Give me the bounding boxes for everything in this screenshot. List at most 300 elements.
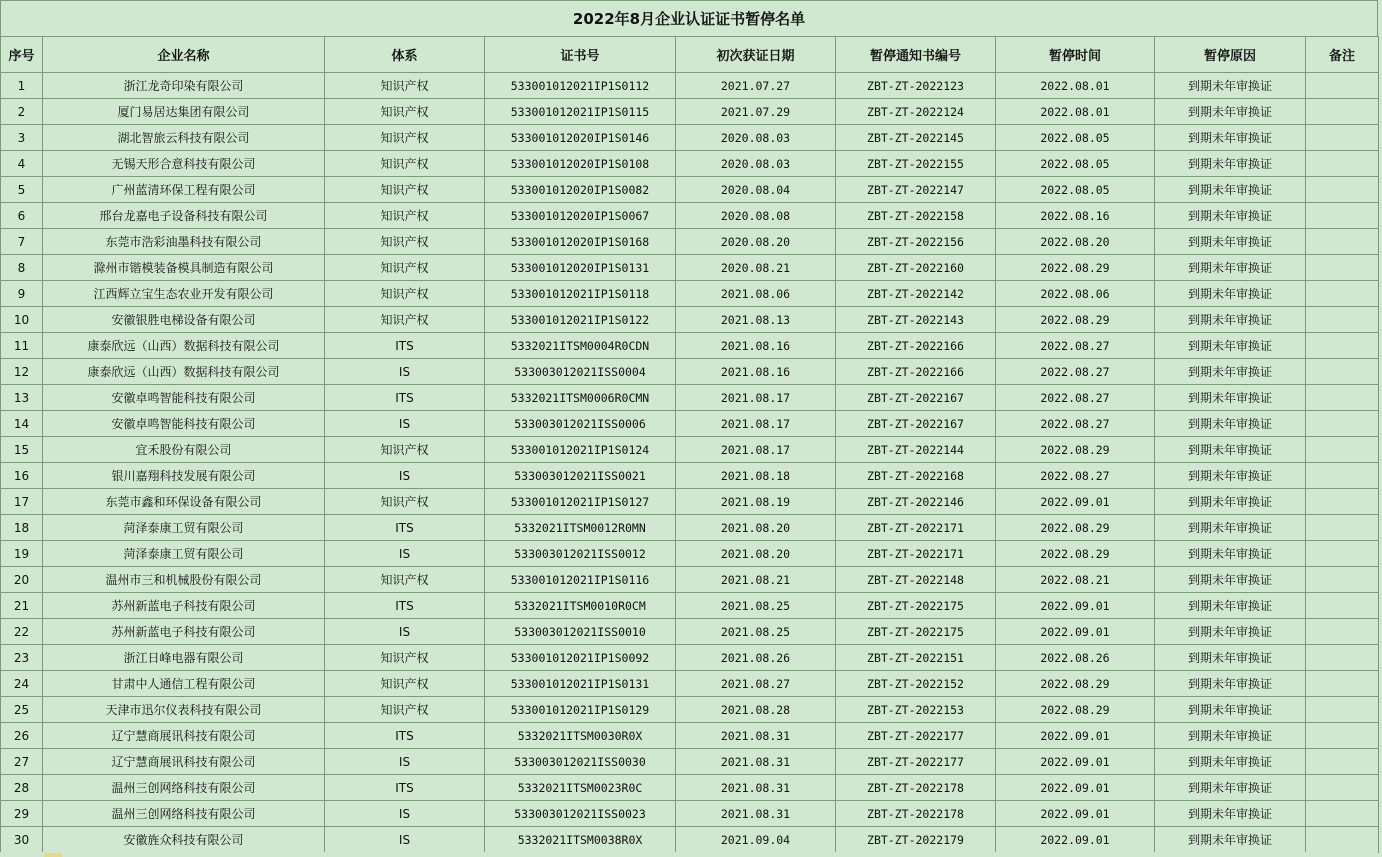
- cell-index[interactable]: 5: [1, 177, 43, 203]
- cell-first-date[interactable]: 2021.08.25: [676, 593, 836, 619]
- cell-company[interactable]: 广州蓝清环保工程有限公司: [43, 177, 325, 203]
- cell-index[interactable]: 2: [1, 99, 43, 125]
- cell-remark[interactable]: [1306, 255, 1379, 281]
- cell-reason[interactable]: 到期未年审换证: [1155, 385, 1306, 411]
- cell-notice-no[interactable]: ZBT-ZT-2022147: [836, 177, 996, 203]
- cell-company[interactable]: 温州三创网络科技有限公司: [43, 801, 325, 827]
- cell-reason[interactable]: 到期未年审换证: [1155, 827, 1306, 853]
- cell-certificate[interactable]: 5332021ITSM0038R0X: [485, 827, 676, 853]
- cell-certificate[interactable]: 533001012021IP1S0112: [485, 73, 676, 99]
- cell-first-date[interactable]: 2020.08.21: [676, 255, 836, 281]
- cell-index[interactable]: 19: [1, 541, 43, 567]
- cell-system[interactable]: 知识产权: [325, 281, 485, 307]
- cell-company[interactable]: 东莞市浩彩油墨科技有限公司: [43, 229, 325, 255]
- cell-first-date[interactable]: 2020.08.04: [676, 177, 836, 203]
- cell-index[interactable]: 10: [1, 307, 43, 333]
- cell-notice-no[interactable]: ZBT-ZT-2022171: [836, 541, 996, 567]
- cell-company[interactable]: 甘肃中人通信工程有限公司: [43, 671, 325, 697]
- cell-company[interactable]: 银川嘉翔科技发展有限公司: [43, 463, 325, 489]
- column-header-certificate[interactable]: 证书号: [485, 37, 676, 73]
- cell-company[interactable]: 浙江日峰电器有限公司: [43, 645, 325, 671]
- cell-certificate[interactable]: 533001012020IP1S0168: [485, 229, 676, 255]
- cell-suspend-date[interactable]: 2022.08.05: [996, 177, 1155, 203]
- cell-suspend-date[interactable]: 2022.08.01: [996, 73, 1155, 99]
- cell-suspend-date[interactable]: 2022.08.01: [996, 99, 1155, 125]
- cell-system[interactable]: IS: [325, 827, 485, 853]
- cell-notice-no[interactable]: ZBT-ZT-2022144: [836, 437, 996, 463]
- cell-suspend-date[interactable]: 2022.08.27: [996, 411, 1155, 437]
- cell-reason[interactable]: 到期未年审换证: [1155, 489, 1306, 515]
- cell-first-date[interactable]: 2021.08.17: [676, 437, 836, 463]
- cell-certificate[interactable]: 533001012021IP1S0124: [485, 437, 676, 463]
- cell-first-date[interactable]: 2021.08.28: [676, 697, 836, 723]
- cell-reason[interactable]: 到期未年审换证: [1155, 437, 1306, 463]
- cell-remark[interactable]: [1306, 645, 1379, 671]
- cell-company[interactable]: 邢台龙嘉电子设备科技有限公司: [43, 203, 325, 229]
- column-header-notice-no[interactable]: 暂停通知书编号: [836, 37, 996, 73]
- cell-certificate[interactable]: 533003012021ISS0006: [485, 411, 676, 437]
- cell-system[interactable]: 知识产权: [325, 255, 485, 281]
- cell-system[interactable]: 知识产权: [325, 567, 485, 593]
- cell-system[interactable]: IS: [325, 541, 485, 567]
- table-row: [1, 697, 1379, 723]
- cell-reason[interactable]: 到期未年审换证: [1155, 567, 1306, 593]
- cell-remark[interactable]: [1306, 567, 1379, 593]
- cell-certificate[interactable]: 533001012021IP1S0118: [485, 281, 676, 307]
- cell-remark[interactable]: [1306, 463, 1379, 489]
- cell-reason[interactable]: 到期未年审换证: [1155, 333, 1306, 359]
- cell-first-date[interactable]: 2021.08.06: [676, 281, 836, 307]
- cell-system[interactable]: IS: [325, 359, 485, 385]
- cell-certificate[interactable]: 533003012021ISS0021: [485, 463, 676, 489]
- cell-notice-no[interactable]: ZBT-ZT-2022152: [836, 671, 996, 697]
- cell-index[interactable]: 20: [1, 567, 43, 593]
- cell-suspend-date[interactable]: 2022.09.01: [996, 749, 1155, 775]
- cell-certificate[interactable]: 533001012020IP1S0131: [485, 255, 676, 281]
- cell-system[interactable]: 知识产权: [325, 229, 485, 255]
- cell-company[interactable]: 辽宁慧商展讯科技有限公司: [43, 749, 325, 775]
- column-header-first-date[interactable]: 初次获证日期: [676, 37, 836, 73]
- cell-first-date[interactable]: 2020.08.03: [676, 125, 836, 151]
- cell-system[interactable]: IS: [325, 411, 485, 437]
- cell-notice-no[interactable]: ZBT-ZT-2022179: [836, 827, 996, 853]
- cell-index[interactable]: 14: [1, 411, 43, 437]
- cell-index[interactable]: 29: [1, 801, 43, 827]
- cell-remark[interactable]: [1306, 151, 1379, 177]
- cell-reason[interactable]: 到期未年审换证: [1155, 99, 1306, 125]
- cell-company[interactable]: 东莞市鑫和环保设备有限公司: [43, 489, 325, 515]
- cell-reason[interactable]: 到期未年审换证: [1155, 307, 1306, 333]
- cell-certificate[interactable]: 5332021ITSM0006R0CMN: [485, 385, 676, 411]
- cell-reason[interactable]: 到期未年审换证: [1155, 73, 1306, 99]
- cell-first-date[interactable]: 2021.08.17: [676, 411, 836, 437]
- column-header-index[interactable]: 序号: [1, 37, 43, 73]
- cell-first-date[interactable]: 2021.08.27: [676, 671, 836, 697]
- cell-index[interactable]: 30: [1, 827, 43, 853]
- cell-notice-no[interactable]: ZBT-ZT-2022151: [836, 645, 996, 671]
- cell-system[interactable]: ITS: [325, 515, 485, 541]
- cell-notice-no[interactable]: ZBT-ZT-2022177: [836, 749, 996, 775]
- cell-system[interactable]: ITS: [325, 385, 485, 411]
- cell-reason[interactable]: 到期未年审换证: [1155, 125, 1306, 151]
- cell-first-date[interactable]: 2021.09.04: [676, 827, 836, 853]
- cell-notice-no[interactable]: ZBT-ZT-2022175: [836, 593, 996, 619]
- cell-company[interactable]: 安徽银胜电梯设备有限公司: [43, 307, 325, 333]
- column-header-suspend-date[interactable]: 暂停时间: [996, 37, 1155, 73]
- cell-reason[interactable]: 到期未年审换证: [1155, 177, 1306, 203]
- cell-remark[interactable]: [1306, 333, 1379, 359]
- cell-suspend-date[interactable]: 2022.08.16: [996, 203, 1155, 229]
- cell-suspend-date[interactable]: 2022.08.27: [996, 463, 1155, 489]
- cell-index[interactable]: 17: [1, 489, 43, 515]
- cell-system[interactable]: IS: [325, 801, 485, 827]
- cell-suspend-date[interactable]: 2022.08.29: [996, 697, 1155, 723]
- cell-remark[interactable]: [1306, 359, 1379, 385]
- cell-suspend-date[interactable]: 2022.08.27: [996, 359, 1155, 385]
- cell-reason[interactable]: 到期未年审换证: [1155, 723, 1306, 749]
- cell-first-date[interactable]: 2021.08.31: [676, 775, 836, 801]
- cell-certificate[interactable]: 533001012021IP1S0092: [485, 645, 676, 671]
- cell-reason[interactable]: 到期未年审换证: [1155, 593, 1306, 619]
- column-header-remark[interactable]: 备注: [1306, 37, 1379, 73]
- cell-index[interactable]: 18: [1, 515, 43, 541]
- table-row: [1, 541, 1379, 567]
- cell-suspend-date[interactable]: 2022.08.27: [996, 333, 1155, 359]
- cell-suspend-date[interactable]: 2022.09.01: [996, 775, 1155, 801]
- cell-certificate[interactable]: 533001012020IP1S0082: [485, 177, 676, 203]
- cell-notice-no[interactable]: ZBT-ZT-2022175: [836, 619, 996, 645]
- cell-company[interactable]: 温州三创网络科技有限公司: [43, 775, 325, 801]
- table-row: [1, 489, 1379, 515]
- cell-first-date[interactable]: 2021.08.16: [676, 359, 836, 385]
- cell-suspend-date[interactable]: 2022.09.01: [996, 489, 1155, 515]
- cell-certificate[interactable]: 533001012021IP1S0122: [485, 307, 676, 333]
- cell-suspend-date[interactable]: 2022.08.29: [996, 437, 1155, 463]
- cell-index[interactable]: 15: [1, 437, 43, 463]
- sheet-title: 2022年8月企业认证证书暂停名单: [0, 0, 1378, 36]
- cell-notice-no[interactable]: ZBT-ZT-2022171: [836, 515, 996, 541]
- table-row: [1, 385, 1379, 411]
- cell-notice-no[interactable]: ZBT-ZT-2022160: [836, 255, 996, 281]
- cell-reason[interactable]: 到期未年审换证: [1155, 645, 1306, 671]
- cell-remark[interactable]: [1306, 801, 1379, 827]
- cell-notice-no[interactable]: ZBT-ZT-2022178: [836, 775, 996, 801]
- cell-remark[interactable]: [1306, 489, 1379, 515]
- cell-remark[interactable]: [1306, 723, 1379, 749]
- cell-remark[interactable]: [1306, 593, 1379, 619]
- table-row: [1, 359, 1379, 385]
- cell-system[interactable]: 知识产权: [325, 307, 485, 333]
- table-body: [1, 73, 1379, 853]
- cell-remark[interactable]: [1306, 73, 1379, 99]
- cell-suspend-date[interactable]: 2022.09.01: [996, 593, 1155, 619]
- cell-reason[interactable]: 到期未年审换证: [1155, 411, 1306, 437]
- cell-company[interactable]: 宜禾股份有限公司: [43, 437, 325, 463]
- cell-index[interactable]: 28: [1, 775, 43, 801]
- cell-reason[interactable]: 到期未年审换证: [1155, 801, 1306, 827]
- cell-index[interactable]: 3: [1, 125, 43, 151]
- cell-certificate[interactable]: 533003012021ISS0023: [485, 801, 676, 827]
- cell-notice-no[interactable]: ZBT-ZT-2022166: [836, 359, 996, 385]
- cell-remark[interactable]: [1306, 671, 1379, 697]
- cell-index[interactable]: 24: [1, 671, 43, 697]
- cell-system[interactable]: 知识产权: [325, 99, 485, 125]
- cell-system[interactable]: IS: [325, 463, 485, 489]
- table-row: [1, 73, 1379, 99]
- cell-index[interactable]: 6: [1, 203, 43, 229]
- cell-suspend-date[interactable]: 2022.08.26: [996, 645, 1155, 671]
- cell-company[interactable]: 厦门易居达集团有限公司: [43, 99, 325, 125]
- cell-notice-no[interactable]: ZBT-ZT-2022166: [836, 333, 996, 359]
- cell-remark[interactable]: [1306, 385, 1379, 411]
- cell-notice-no[interactable]: ZBT-ZT-2022178: [836, 801, 996, 827]
- cell-reason[interactable]: 到期未年审换证: [1155, 359, 1306, 385]
- cell-notice-no[interactable]: ZBT-ZT-2022167: [836, 385, 996, 411]
- table-row: [1, 671, 1379, 697]
- cell-suspend-date[interactable]: 2022.08.06: [996, 281, 1155, 307]
- suspension-table: [0, 36, 1379, 853]
- selection-marker: [44, 853, 62, 857]
- cell-certificate[interactable]: 5332021ITSM0010R0CM: [485, 593, 676, 619]
- cell-first-date[interactable]: 2020.08.20: [676, 229, 836, 255]
- cell-company[interactable]: 温州市三和机械股份有限公司: [43, 567, 325, 593]
- cell-reason[interactable]: 到期未年审换证: [1155, 619, 1306, 645]
- cell-first-date[interactable]: 2021.08.31: [676, 723, 836, 749]
- cell-reason[interactable]: 到期未年审换证: [1155, 775, 1306, 801]
- cell-notice-no[interactable]: ZBT-ZT-2022168: [836, 463, 996, 489]
- cell-certificate[interactable]: 533001012021IP1S0131: [485, 671, 676, 697]
- column-header-company[interactable]: 企业名称: [43, 37, 325, 73]
- cell-first-date[interactable]: 2021.08.18: [676, 463, 836, 489]
- table-row: [1, 645, 1379, 671]
- cell-reason[interactable]: 到期未年审换证: [1155, 541, 1306, 567]
- cell-system[interactable]: ITS: [325, 723, 485, 749]
- cell-index[interactable]: 21: [1, 593, 43, 619]
- cell-index[interactable]: 9: [1, 281, 43, 307]
- cell-company[interactable]: 苏州新蓝电子科技有限公司: [43, 593, 325, 619]
- cell-suspend-date[interactable]: 2022.08.29: [996, 307, 1155, 333]
- cell-first-date[interactable]: 2020.08.08: [676, 203, 836, 229]
- cell-remark[interactable]: [1306, 515, 1379, 541]
- cell-first-date[interactable]: 2021.07.27: [676, 73, 836, 99]
- cell-certificate[interactable]: 533001012021IP1S0115: [485, 99, 676, 125]
- cell-notice-no[interactable]: ZBT-ZT-2022123: [836, 73, 996, 99]
- cell-remark[interactable]: [1306, 125, 1379, 151]
- cell-index[interactable]: 11: [1, 333, 43, 359]
- cell-suspend-date[interactable]: 2022.08.20: [996, 229, 1155, 255]
- cell-company[interactable]: 天津市迅尔仪表科技有限公司: [43, 697, 325, 723]
- cell-system[interactable]: 知识产权: [325, 437, 485, 463]
- cell-notice-no[interactable]: ZBT-ZT-2022145: [836, 125, 996, 151]
- cell-suspend-date[interactable]: 2022.09.01: [996, 619, 1155, 645]
- cell-certificate[interactable]: 533003012021ISS0004: [485, 359, 676, 385]
- cell-first-date[interactable]: 2021.08.31: [676, 801, 836, 827]
- cell-index[interactable]: 23: [1, 645, 43, 671]
- table-row: [1, 567, 1379, 593]
- cell-remark[interactable]: [1306, 229, 1379, 255]
- cell-notice-no[interactable]: ZBT-ZT-2022153: [836, 697, 996, 723]
- cell-certificate[interactable]: 533001012020IP1S0067: [485, 203, 676, 229]
- cell-system[interactable]: 知识产权: [325, 645, 485, 671]
- cell-first-date[interactable]: 2021.08.20: [676, 541, 836, 567]
- cell-system[interactable]: 知识产权: [325, 73, 485, 99]
- cell-company[interactable]: 江西辉立宝生态农业开发有限公司: [43, 281, 325, 307]
- cell-reason[interactable]: 到期未年审换证: [1155, 749, 1306, 775]
- cell-system[interactable]: IS: [325, 619, 485, 645]
- cell-system[interactable]: IS: [325, 749, 485, 775]
- cell-company[interactable]: 湖北智旅云科技有限公司: [43, 125, 325, 151]
- cell-suspend-date[interactable]: 2022.08.29: [996, 515, 1155, 541]
- cell-notice-no[interactable]: ZBT-ZT-2022142: [836, 281, 996, 307]
- cell-system[interactable]: 知识产权: [325, 203, 485, 229]
- cell-notice-no[interactable]: ZBT-ZT-2022167: [836, 411, 996, 437]
- cell-company[interactable]: 浙江龙奇印染有限公司: [43, 73, 325, 99]
- cell-system[interactable]: 知识产权: [325, 671, 485, 697]
- table-row: [1, 775, 1379, 801]
- cell-suspend-date[interactable]: 2022.08.29: [996, 541, 1155, 567]
- cell-first-date[interactable]: 2021.08.13: [676, 307, 836, 333]
- cell-remark[interactable]: [1306, 775, 1379, 801]
- cell-index[interactable]: 22: [1, 619, 43, 645]
- cell-suspend-date[interactable]: 2022.08.05: [996, 125, 1155, 151]
- cell-first-date[interactable]: 2021.08.17: [676, 385, 836, 411]
- cell-index[interactable]: 4: [1, 151, 43, 177]
- cell-system[interactable]: ITS: [325, 593, 485, 619]
- cell-notice-no[interactable]: ZBT-ZT-2022155: [836, 151, 996, 177]
- column-header-reason[interactable]: 暂停原因: [1155, 37, 1306, 73]
- cell-company[interactable]: 无锡天形合意科技有限公司: [43, 151, 325, 177]
- cell-company[interactable]: 安徽卓鸣智能科技有限公司: [43, 385, 325, 411]
- cell-certificate[interactable]: 533003012021ISS0010: [485, 619, 676, 645]
- cell-certificate[interactable]: 533001012020IP1S0146: [485, 125, 676, 151]
- cell-remark[interactable]: [1306, 827, 1379, 853]
- column-header-system[interactable]: 体系: [325, 37, 485, 73]
- cell-index[interactable]: 26: [1, 723, 43, 749]
- cell-company[interactable]: 辽宁慧商展讯科技有限公司: [43, 723, 325, 749]
- cell-index[interactable]: 8: [1, 255, 43, 281]
- cell-suspend-date[interactable]: 2022.09.01: [996, 827, 1155, 853]
- cell-first-date[interactable]: 2021.08.26: [676, 645, 836, 671]
- cell-reason[interactable]: 到期未年审换证: [1155, 671, 1306, 697]
- cell-notice-no[interactable]: ZBT-ZT-2022143: [836, 307, 996, 333]
- cell-first-date[interactable]: 2021.08.20: [676, 515, 836, 541]
- table-row: [1, 463, 1379, 489]
- cell-first-date[interactable]: 2021.08.19: [676, 489, 836, 515]
- cell-remark[interactable]: [1306, 411, 1379, 437]
- cell-suspend-date[interactable]: 2022.08.05: [996, 151, 1155, 177]
- cell-company[interactable]: 菏泽泰康工贸有限公司: [43, 541, 325, 567]
- cell-remark[interactable]: [1306, 541, 1379, 567]
- cell-suspend-date[interactable]: 2022.09.01: [996, 723, 1155, 749]
- cell-suspend-date[interactable]: 2022.08.21: [996, 567, 1155, 593]
- cell-index[interactable]: 12: [1, 359, 43, 385]
- cell-first-date[interactable]: 2021.08.25: [676, 619, 836, 645]
- cell-notice-no[interactable]: ZBT-ZT-2022146: [836, 489, 996, 515]
- cell-remark[interactable]: [1306, 203, 1379, 229]
- cell-certificate[interactable]: 533003012021ISS0012: [485, 541, 676, 567]
- cell-certificate[interactable]: 533001012020IP1S0108: [485, 151, 676, 177]
- cell-system[interactable]: 知识产权: [325, 177, 485, 203]
- cell-company[interactable]: 滁州市锴模装备模具制造有限公司: [43, 255, 325, 281]
- cell-certificate[interactable]: 533001012021IP1S0129: [485, 697, 676, 723]
- cell-first-date[interactable]: 2021.07.29: [676, 99, 836, 125]
- cell-first-date[interactable]: 2021.08.21: [676, 567, 836, 593]
- cell-index[interactable]: 13: [1, 385, 43, 411]
- cell-reason[interactable]: 到期未年审换证: [1155, 463, 1306, 489]
- cell-system[interactable]: 知识产权: [325, 697, 485, 723]
- table-row: [1, 749, 1379, 775]
- cell-index[interactable]: 25: [1, 697, 43, 723]
- cell-company[interactable]: 安徽卓鸣智能科技有限公司: [43, 411, 325, 437]
- cell-remark[interactable]: [1306, 99, 1379, 125]
- cell-remark[interactable]: [1306, 749, 1379, 775]
- cell-certificate[interactable]: 5332021ITSM0023R0C: [485, 775, 676, 801]
- cell-notice-no[interactable]: ZBT-ZT-2022177: [836, 723, 996, 749]
- cell-company[interactable]: 康泰欣远（山西）数据科技有限公司: [43, 333, 325, 359]
- cell-remark[interactable]: [1306, 177, 1379, 203]
- cell-first-date[interactable]: 2021.08.16: [676, 333, 836, 359]
- cell-system[interactable]: ITS: [325, 333, 485, 359]
- cell-index[interactable]: 1: [1, 73, 43, 99]
- cell-suspend-date[interactable]: 2022.08.29: [996, 671, 1155, 697]
- cell-certificate[interactable]: 5332021ITSM0004R0CDN: [485, 333, 676, 359]
- cell-reason[interactable]: 到期未年审换证: [1155, 697, 1306, 723]
- cell-reason[interactable]: 到期未年审换证: [1155, 255, 1306, 281]
- table-row: [1, 99, 1379, 125]
- cell-system[interactable]: ITS: [325, 775, 485, 801]
- cell-notice-no[interactable]: ZBT-ZT-2022158: [836, 203, 996, 229]
- cell-company[interactable]: 菏泽泰康工贸有限公司: [43, 515, 325, 541]
- cell-remark[interactable]: [1306, 437, 1379, 463]
- cell-index[interactable]: 16: [1, 463, 43, 489]
- cell-reason[interactable]: 到期未年审换证: [1155, 515, 1306, 541]
- cell-remark[interactable]: [1306, 281, 1379, 307]
- cell-notice-no[interactable]: ZBT-ZT-2022124: [836, 99, 996, 125]
- cell-remark[interactable]: [1306, 619, 1379, 645]
- cell-system[interactable]: 知识产权: [325, 125, 485, 151]
- cell-reason[interactable]: 到期未年审换证: [1155, 151, 1306, 177]
- cell-suspend-date[interactable]: 2022.08.27: [996, 385, 1155, 411]
- cell-reason[interactable]: 到期未年审换证: [1155, 203, 1306, 229]
- table-row: [1, 203, 1379, 229]
- cell-company[interactable]: 安徽旌众科技有限公司: [43, 827, 325, 853]
- cell-suspend-date[interactable]: 2022.09.01: [996, 801, 1155, 827]
- cell-first-date[interactable]: 2020.08.03: [676, 151, 836, 177]
- cell-notice-no[interactable]: ZBT-ZT-2022148: [836, 567, 996, 593]
- cell-certificate[interactable]: 533001012021IP1S0116: [485, 567, 676, 593]
- cell-reason[interactable]: 到期未年审换证: [1155, 281, 1306, 307]
- cell-certificate[interactable]: 533003012021ISS0030: [485, 749, 676, 775]
- cell-remark[interactable]: [1306, 307, 1379, 333]
- cell-certificate[interactable]: 5332021ITSM0012R0MN: [485, 515, 676, 541]
- cell-system[interactable]: 知识产权: [325, 151, 485, 177]
- cell-certificate[interactable]: 533001012021IP1S0127: [485, 489, 676, 515]
- cell-certificate[interactable]: 5332021ITSM0030R0X: [485, 723, 676, 749]
- cell-reason[interactable]: 到期未年审换证: [1155, 229, 1306, 255]
- cell-index[interactable]: 27: [1, 749, 43, 775]
- cell-remark[interactable]: [1306, 697, 1379, 723]
- cell-company[interactable]: 苏州新蓝电子科技有限公司: [43, 619, 325, 645]
- cell-system[interactable]: 知识产权: [325, 489, 485, 515]
- table-row: [1, 255, 1379, 281]
- cell-first-date[interactable]: 2021.08.31: [676, 749, 836, 775]
- cell-suspend-date[interactable]: 2022.08.29: [996, 255, 1155, 281]
- cell-index[interactable]: 7: [1, 229, 43, 255]
- cell-notice-no[interactable]: ZBT-ZT-2022156: [836, 229, 996, 255]
- table-row: [1, 281, 1379, 307]
- cell-company[interactable]: 康泰欣远（山西）数据科技有限公司: [43, 359, 325, 385]
- table-row: [1, 151, 1379, 177]
